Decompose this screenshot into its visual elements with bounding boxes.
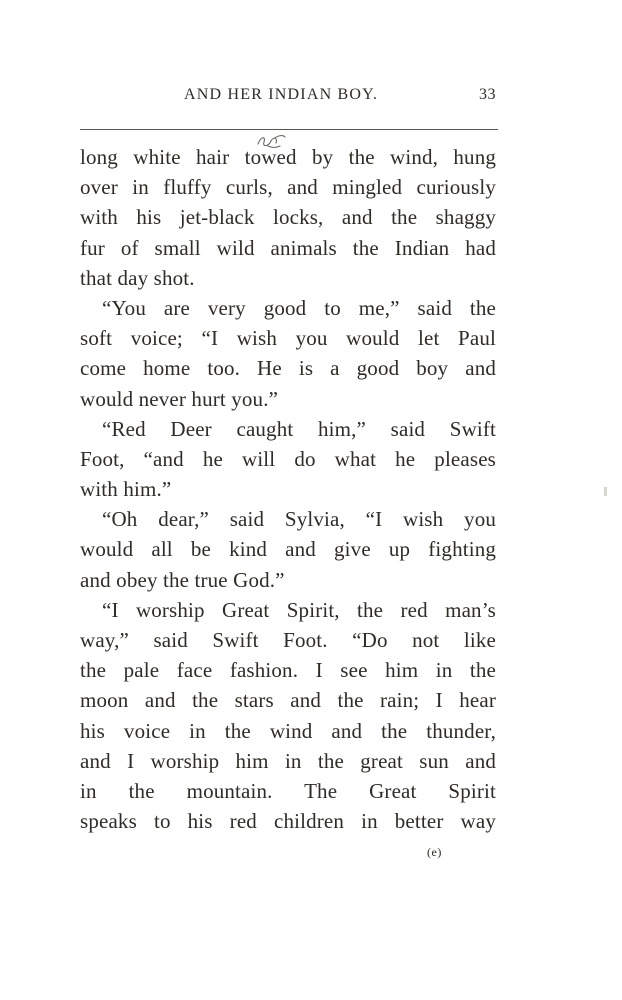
- running-title: AND HER INDIAN BOY.: [184, 86, 379, 103]
- text-line: and I worship him in the great sun and: [80, 748, 496, 773]
- text-line: come home too. He is a good boy and: [80, 356, 496, 381]
- text-line: and obey the true God.”: [80, 567, 285, 592]
- text-line: “I worship Great Spirit, the red man’s: [102, 597, 496, 622]
- text-line: way,” said Swift Foot. “Do not like: [80, 628, 496, 652]
- text-line: soft voice; “I wish you would let Paul: [80, 326, 496, 351]
- page-edge-mark: [604, 487, 607, 496]
- signature-mark: (e): [427, 845, 442, 859]
- body-text: [80, 142, 496, 836]
- text-line: long white hair towed by the wind, hung: [80, 145, 496, 169]
- text-line: Foot, “and he will do what he pleases: [80, 446, 496, 471]
- text-line: with him.”: [80, 477, 172, 502]
- text-line: in the mountain. The Great Spirit: [80, 778, 496, 803]
- text-line: “Red Deer caught him,” said Swift: [102, 416, 496, 441]
- text-line: would all be kind and give up fighting: [80, 537, 496, 562]
- text-line: fur of small wild animals the Indian had: [80, 235, 496, 260]
- text-line: speaks to his red children in better way: [80, 809, 496, 834]
- running-head: [80, 86, 498, 110]
- text-line: with his jet-black locks, and the shaggy: [80, 205, 496, 230]
- text-line: the pale face fashion. I see him in the: [80, 658, 496, 683]
- text-line: his voice in the wind and the thunder,: [80, 718, 496, 743]
- page-number: 33: [479, 86, 496, 103]
- text-line: would never hurt you.”: [80, 386, 279, 411]
- text-line: that day shot.: [80, 265, 195, 290]
- text-line: “You are very good to me,” said the: [102, 295, 496, 320]
- header-rule: [80, 129, 498, 130]
- text-line: “Oh dear,” said Sylvia, “I wish you: [102, 507, 496, 532]
- text-line: over in fluffy curls, and mingled curiously: [80, 175, 496, 200]
- text-line: moon and the stars and the rain; I hear: [80, 688, 496, 713]
